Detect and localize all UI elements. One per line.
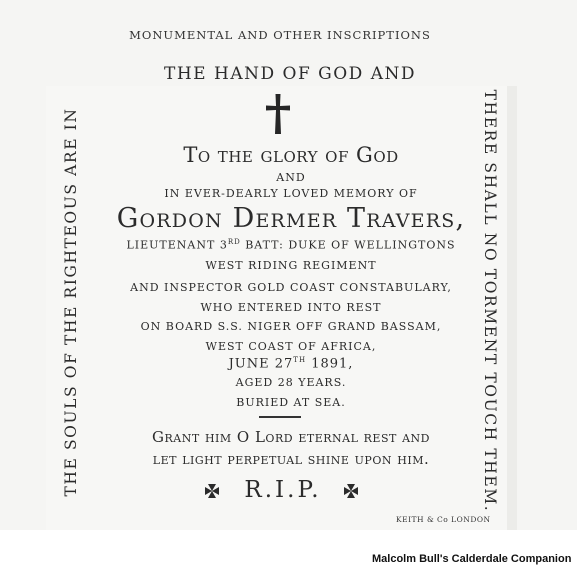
dedication-line: To the glory of God — [183, 143, 399, 167]
inscription-top-line: THE HAND OF GOD AND — [164, 64, 416, 84]
entered-rest-line: WHO ENTERED INTO REST — [200, 301, 382, 314]
deceased-name: Gordon Dermer Travers, — [116, 203, 466, 234]
divider-rule — [259, 416, 301, 418]
rip-row — [200, 477, 366, 507]
right-border-inscription: THERE SHALL NO TORMENT TOUCH THEM. — [481, 89, 499, 513]
rip-text: R.I.P. — [244, 477, 322, 503]
maltese-cross-icon — [343, 483, 359, 499]
and-line: AND — [276, 171, 306, 184]
regiment-line: WEST RIDING REGIMENT — [205, 259, 377, 272]
book-header: MONUMENTAL AND OTHER INSCRIPTIONS — [129, 28, 431, 42]
prayer-line-2: let light perpetual shine upon him. — [152, 450, 430, 468]
plate-edge-shadow — [507, 86, 517, 530]
left-border-inscription: THE SOULS OF THE RIGHTEOUS ARE IN — [62, 107, 80, 497]
date-superscript: TH — [293, 356, 307, 364]
maker-mark: KEITH & Co LONDON — [396, 515, 491, 524]
date-year: 1891, — [306, 356, 354, 372]
memory-line: IN EVER-DEARLY LOVED MEMORY OF — [164, 187, 418, 200]
rank-superscript: RD — [227, 238, 241, 246]
rank-suffix: BATT: DUKE OF WELLINGTONS — [240, 238, 456, 252]
constabulary-line: AND INSPECTOR GOLD COAST CONSTABULARY, — [130, 281, 452, 294]
on-board-line: ON BOARD S.S. NIGER OFF GRAND BASSAM, — [140, 320, 442, 333]
date-line — [96, 356, 486, 371]
burial-line: BURIED AT SEA. — [236, 396, 346, 409]
rank-line — [96, 238, 486, 252]
date-prefix: JUNE 27 — [228, 356, 294, 372]
latin-cross-icon — [263, 92, 293, 136]
rank-prefix: LIEUTENANT 3 — [126, 238, 228, 252]
source-credit: Malcolm Bull's Calderdale Companion — [372, 553, 572, 565]
coast-line: WEST COAST OF AFRICA, — [205, 340, 377, 353]
prayer-line-1: Grant him O Lord eternal rest and — [152, 428, 430, 446]
age-line: AGED 28 YEARS. — [235, 376, 347, 389]
